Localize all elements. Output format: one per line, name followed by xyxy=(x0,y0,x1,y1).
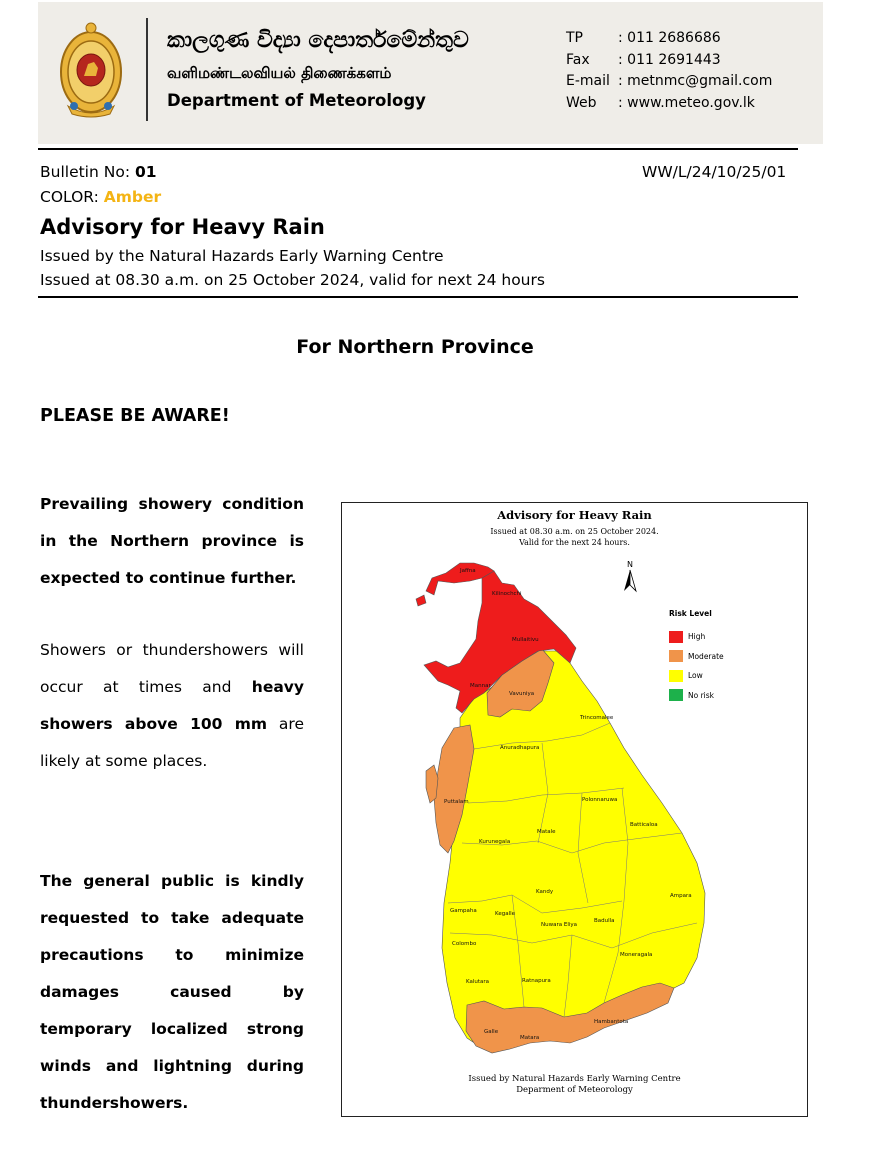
map-subtitle: Valid for the next 24 hours. xyxy=(519,538,630,547)
district-label: Vavuniya xyxy=(509,691,535,697)
map-footer: Issued by Natural Hazards Early Warning Centre xyxy=(468,1074,681,1084)
org-name-english: Department of Meteorology xyxy=(167,91,426,110)
district-label: Anuradhapura xyxy=(500,745,540,751)
district-label: Mullaitivu xyxy=(512,637,539,643)
district-label: Moneragala xyxy=(620,952,653,958)
legend-label: High xyxy=(688,632,706,642)
district-label: Matara xyxy=(520,1035,540,1041)
contact-fax xyxy=(566,50,772,72)
contact-web xyxy=(566,93,772,115)
legend-label: Moderate xyxy=(688,651,724,661)
paragraph-forecast xyxy=(40,632,304,780)
aware-heading: PLEASE BE AWARE! xyxy=(40,406,230,426)
org-name-tamil: வளிமண்டலவியல் திணைக்களம் xyxy=(167,64,392,82)
risk-map xyxy=(341,502,808,1117)
map-footer: Deparment of Meteorology xyxy=(516,1085,633,1095)
district-label: Hambantota xyxy=(594,1019,629,1025)
district-label: Polonnaruwa xyxy=(582,797,618,803)
district-label: Kilinochchi xyxy=(492,591,522,597)
contact-value: : 011 2686686 xyxy=(618,30,721,46)
district-label: Kurunegala xyxy=(479,839,511,845)
forecast-text: Showers or thundershowers will occur at times and xyxy=(40,641,304,696)
contact-info xyxy=(566,28,772,114)
color-label: COLOR: xyxy=(40,188,104,206)
paragraph-condition: Prevailing showery condition in the Northern province is expected to continue further. xyxy=(40,495,304,587)
district-label: Kegalle xyxy=(495,911,516,917)
legend-title: Risk Level xyxy=(669,609,712,618)
issued-by: Issued by the Natural Hazards Early Warning Centre xyxy=(40,247,444,265)
bulletin-number-label: Bulletin No: xyxy=(40,163,135,181)
map-title: Advisory for Heavy Rain xyxy=(497,508,652,522)
district-label: Colombo xyxy=(452,941,477,947)
advisory-title: Advisory for Heavy Rain xyxy=(40,215,325,239)
bulletin-reference: WW/L/24/10/25/01 xyxy=(642,163,787,181)
contact-label: Fax xyxy=(566,51,590,68)
legend-label: No risk xyxy=(688,690,715,700)
contact-label: Web xyxy=(566,94,597,111)
org-name-sinhala: කාලගුණ විද්‍යා දෙපාර්තමේන්තුව xyxy=(167,28,469,53)
province-heading: For Northern Province xyxy=(296,336,534,358)
legend-label: Low xyxy=(688,671,703,681)
district-label: Jaffna xyxy=(460,568,476,574)
district-label: Trincomalee xyxy=(580,715,614,721)
color-value: Amber xyxy=(103,188,162,206)
district-label: Batticaloa xyxy=(630,822,658,828)
divider-top xyxy=(38,148,798,150)
district-label: Badulla xyxy=(594,918,615,924)
north-label: N xyxy=(627,560,633,569)
contact-email xyxy=(566,71,772,93)
district-label: Ampara xyxy=(670,893,692,899)
district-label: Matale xyxy=(537,829,556,835)
contact-value: : 011 2691443 xyxy=(618,51,721,68)
district-label: Ratnapura xyxy=(522,978,551,984)
map-subtitle: Issued at 08.30 a.m. on 25 October 2024. xyxy=(490,527,659,536)
district-label: Nuwara Eliya xyxy=(541,922,578,928)
bulletin-number xyxy=(40,163,157,181)
issued-at: Issued at 08.30 a.m. on 25 October 2024, valid for next 24 hours xyxy=(40,271,545,289)
contact-label: TP xyxy=(566,30,583,46)
forecast-highlight: heavy showers above 100 mm xyxy=(40,678,304,733)
district-label: Galle xyxy=(484,1029,499,1035)
contact-value: : metnmc@gmail.com xyxy=(618,73,773,89)
bulletin-color xyxy=(40,188,161,206)
district-label: Kalutara xyxy=(466,979,490,985)
district-label: Kandy xyxy=(536,889,554,895)
district-label: Gampaha xyxy=(450,908,477,914)
header-divider xyxy=(146,18,148,121)
contact-value: : www.meteo.gov.lk xyxy=(618,94,755,111)
region-high-islet xyxy=(416,595,426,606)
paragraph-precautions: The general public is kindly requested to take adequate precautions to minimize damages caused by temporary localized strong winds and lightning during thundershowers. xyxy=(40,872,304,1112)
bulletin-number-value: 01 xyxy=(134,163,157,181)
contact-label: E-mail xyxy=(566,73,610,89)
contact-phone xyxy=(566,28,772,50)
divider-bottom xyxy=(38,296,798,298)
district-label: Puttalam xyxy=(444,799,469,805)
region-moderate-west-islet xyxy=(426,765,438,803)
sri-lanka-map xyxy=(342,503,807,1116)
sri-lanka-emblem-icon xyxy=(58,20,124,118)
district-label: Mannar xyxy=(470,683,491,689)
forecast-text: are likely at some places. xyxy=(40,715,305,770)
